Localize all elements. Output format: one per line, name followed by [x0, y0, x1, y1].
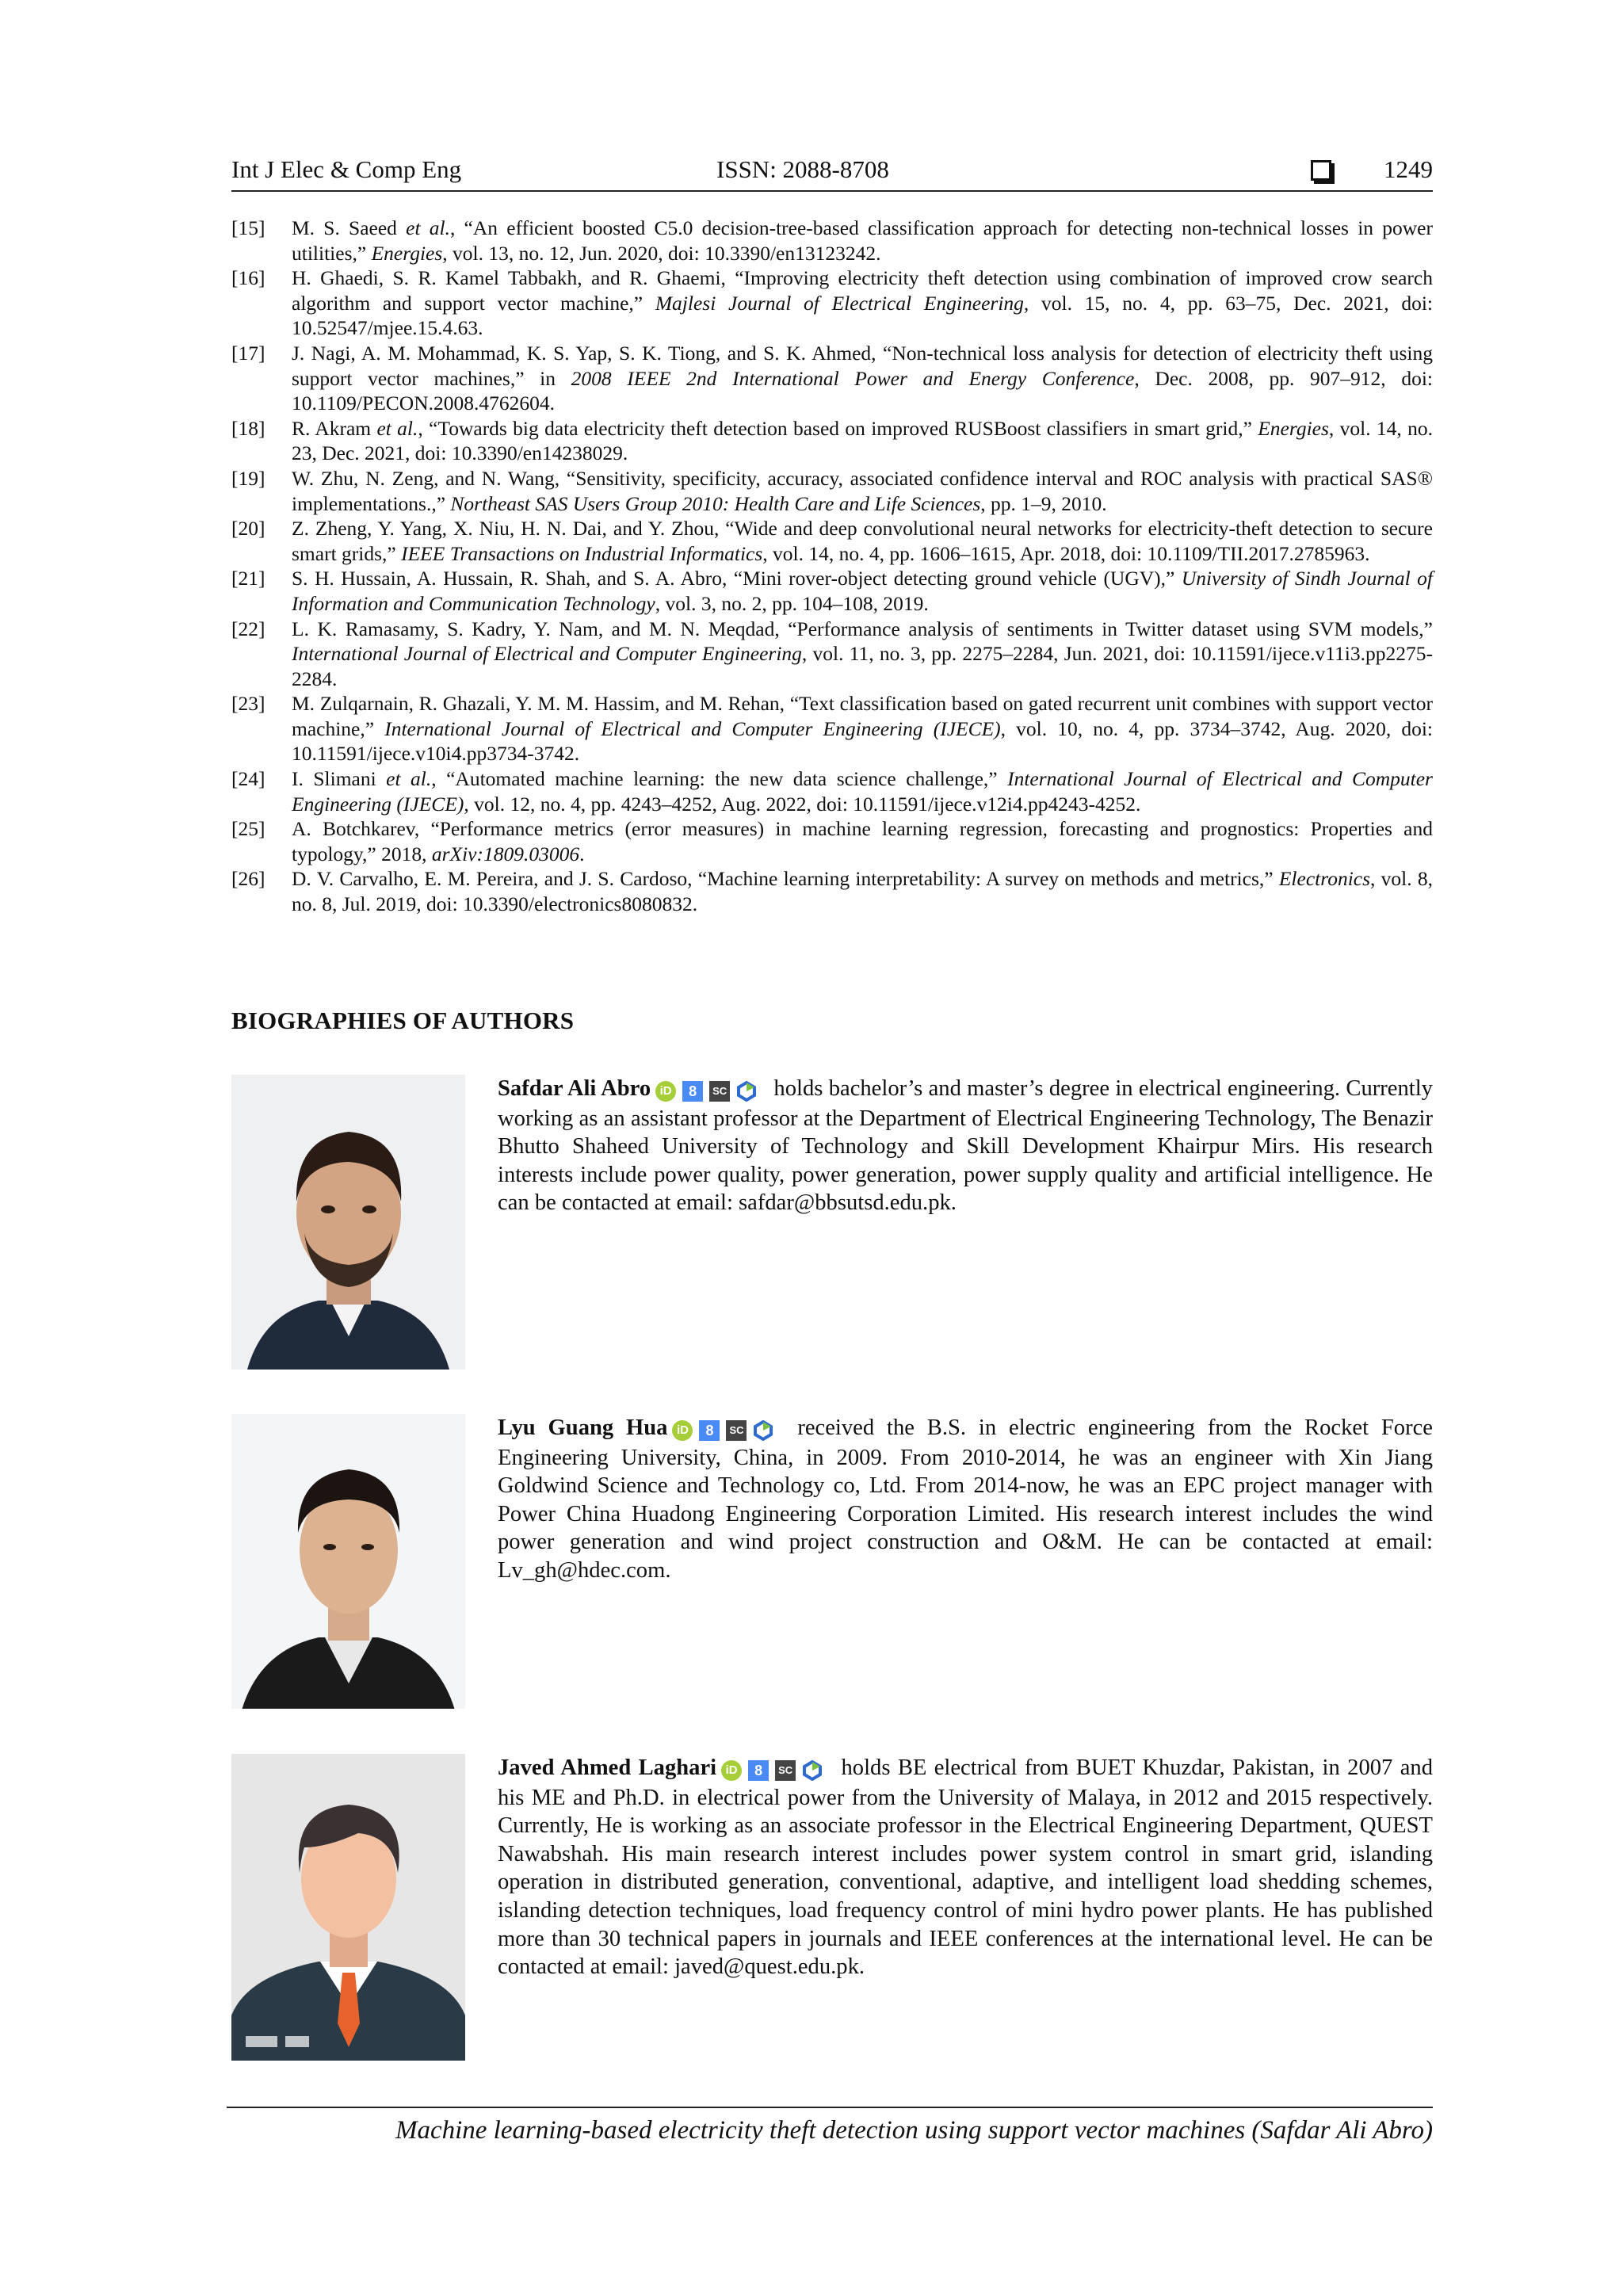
- google-scholar-icon[interactable]: 8: [699, 1420, 720, 1441]
- author-bio-text-3: [498, 1754, 1433, 1981]
- author-name-1: Safdar Ali Abro: [498, 1076, 651, 1101]
- reference-item: [231, 516, 1433, 566]
- reference-text: , pp. 1–9, 2010.: [980, 491, 1107, 515]
- author-photo-2: [231, 1414, 465, 1709]
- page-number: 1249: [1384, 155, 1433, 183]
- reference-text: , vol. 8, no. 8, Jul. 2019, doi: 10.3390/electronics8080832.: [292, 867, 1433, 916]
- author-name-2: Lyu Guang Hua: [498, 1415, 668, 1440]
- reference-number: [21]: [231, 567, 265, 590]
- reference-text: , vol. 3, no. 2, pp. 104–108, 2019.: [655, 591, 929, 615]
- running-header: [231, 155, 1433, 192]
- running-footer: Machine learning-based electricity theft detection using support vector machines (Safdar Ali Abro): [227, 2107, 1433, 2145]
- reference-number: [18]: [231, 416, 265, 440]
- reference-number: [26]: [231, 867, 265, 891]
- reference-italic-text: Electronics: [1278, 867, 1371, 891]
- author-bio-body-2: received the B.S. in electric engineering from the Rocket Force Engineering University, China, in 2009. From 2010-2014, he was an engineer with Xin Jiang Goldwind Science and Technology co, Ltd. From 2014-now, he was an EPC project manager with Power China Huadong Engineering Corporation Limited. His research interest includes the wind power generation and wind project construction and O&M. He can be contacted at email: Lv_gh@hdec.com.: [498, 1415, 1433, 1583]
- reference-text: , “An efficient boosted C5.0 decision-tree-based classification approach for detecting non-technical losses in power utilities,”: [292, 216, 1433, 265]
- square-bullet-icon: [1311, 160, 1331, 181]
- reference-italic-text: IEEE Transactions on Industrial Informatics: [401, 541, 763, 565]
- reference-list: [231, 216, 1433, 917]
- reference-text: , “Towards big data electricity theft detection based on improved RUSBoost classifiers in smart grid,”: [418, 416, 1258, 440]
- reference-text: M. Zulqarnain, R. Ghazali, Y. M. M. Hassim, and M. Rehan, “Text classification based on gated recurrent unit combines with support vector machine,”: [292, 692, 1433, 740]
- reference-item: [231, 816, 1433, 866]
- reference-number: [19]: [231, 466, 265, 490]
- reference-text: .: [579, 842, 585, 865]
- reference-text: H. Ghaedi, S. R. Kamel Tabbakh, and R. Ghaemi, “Improving electricity theft detection using combination of improved crow search algorithm and support vector machine,”: [292, 266, 1433, 315]
- reference-italic-text: Energies: [1258, 416, 1329, 440]
- reference-text: , Dec. 2008, pp. 907–912, doi: 10.1109/PECON.2008.4762604.: [292, 366, 1433, 415]
- reference-italic-text: University of Sindh Journal of Information and Communication Technology: [292, 567, 1433, 615]
- reference-item: [231, 416, 1433, 466]
- author-bio-text-1: [498, 1075, 1433, 1217]
- author-bio-body-1: holds bachelor’s and master’s degree in electrical engineering. Currently working as an assistant professor at the Department of Electrical Engineering Technology, The Benazir Bhutto Shaheed University of Technology and Skill Development Khairpur Mirs. His research interests include power quality, power generation, power supply quality and artificial intelligence. He can be contacted at email: safdar@bbsutsd.edu.pk.: [498, 1076, 1433, 1216]
- reference-italic-text: Energies: [371, 241, 443, 265]
- reference-text: , vol. 11, no. 3, pp. 2275–2284, Jun. 2021, doi: 10.11591/ijece.v11i3.pp2275-2284.: [292, 642, 1434, 690]
- biographies-heading: BIOGRAPHIES OF AUTHORS: [231, 1007, 575, 1034]
- reference-text: , vol. 10, no. 4, pp. 3734–3742, Aug. 2020, doi: 10.11591/ijece.v10i4.pp3734-3742.: [292, 716, 1433, 766]
- reference-text: , vol. 14, no. 23, Dec. 2021, doi: 10.3390/en14238029.: [292, 416, 1433, 465]
- author-photo-1: [231, 1075, 465, 1370]
- google-scholar-icon[interactable]: 8: [682, 1081, 703, 1102]
- reference-item: [231, 691, 1433, 766]
- profile-icons: [655, 1076, 763, 1105]
- publons-icon[interactable]: [736, 1081, 757, 1102]
- reference-text: , vol. 15, no. 4, pp. 63–75, Dec. 2021, doi: 10.52547/mjee.15.4.63.: [292, 291, 1434, 340]
- reference-item: [231, 766, 1433, 816]
- reference-italic-text: International Journal of Electrical and Computer Engineering (IJECE): [384, 716, 1001, 740]
- scopus-icon[interactable]: SC: [726, 1420, 747, 1441]
- reference-text: , vol. 12, no. 4, pp. 4243–4252, Aug. 2022, doi: 10.11591/ijece.v12i4.pp4243-4252.: [464, 792, 1141, 816]
- reference-text: R. Akram: [292, 416, 377, 440]
- scopus-icon[interactable]: SC: [709, 1081, 730, 1102]
- reference-text: Z. Zheng, Y. Yang, X. Niu, H. N. Dai, and Y. Zhou, “Wide and deep convolutional neural networks for electricity-theft detection to secure smart grids,”: [292, 517, 1433, 565]
- reference-item: [231, 466, 1433, 516]
- reference-item: [231, 216, 1433, 266]
- publons-icon[interactable]: [753, 1420, 773, 1441]
- reference-text: , vol. 13, no. 12, Jun. 2020, doi: 10.3390/en13123242.: [442, 241, 881, 265]
- reference-italic-text: et al.: [386, 767, 432, 791]
- reference-text: , “Automated machine learning: the new data science challenge,”: [431, 767, 1008, 791]
- journal-name: Int J Elec & Comp Eng: [231, 155, 462, 183]
- author-name-3: Javed Ahmed Laghari: [498, 1755, 717, 1780]
- reference-italic-text: International Journal of Electrical and Computer Engineering (IJECE): [292, 767, 1433, 816]
- reference-italic-text: arXiv:1809.03006: [431, 842, 580, 865]
- author-photo-3-placeholder-avatar: [231, 1754, 465, 2061]
- reference-number: [23]: [231, 692, 265, 716]
- issn: ISSN: 2088-8708: [716, 155, 889, 183]
- publons-icon[interactable]: [802, 1760, 823, 1781]
- reference-number: [22]: [231, 617, 265, 640]
- reference-italic-text: 2008 IEEE 2nd International Power and Energy Conference: [571, 366, 1135, 390]
- author-bio-text-2: [498, 1414, 1433, 1585]
- reference-text: A. Botchkarev, “Performance metrics (error measures) in machine learning regression, forecasting and prognostics: Properties and typology,” 2018,: [292, 817, 1433, 865]
- reference-italic-text: Majlesi Journal of Electrical Engineering: [655, 291, 1024, 315]
- reference-italic-text: et al.: [376, 416, 418, 440]
- reference-item: [231, 566, 1433, 616]
- reference-text: J. Nagi, A. M. Mohammad, K. S. Yap, S. K. Tiong, and S. K. Ahmed, “Non-technical loss analysis for detection of electricity theft using support vector machines,” in: [292, 341, 1433, 390]
- reference-number: [15]: [231, 216, 265, 239]
- reference-text: W. Zhu, N. Zeng, and N. Wang, “Sensitivity, specificity, accuracy, associated confidence interval and ROC analysis with practical SAS® implementations.,”: [292, 466, 1433, 515]
- orcid-icon[interactable]: iD: [721, 1760, 742, 1781]
- reference-text: L. K. Ramasamy, S. Kadry, Y. Nam, and M. N. Meqdad, “Performance analysis of sentiments in Twitter dataset using SVM models,”: [292, 617, 1433, 640]
- reference-text: S. H. Hussain, A. Hussain, R. Shah, and S. A. Abro, “Mini rover-object detecting ground vehicle (UGV),”: [292, 567, 1182, 590]
- reference-number: [16]: [231, 266, 265, 290]
- reference-item: [231, 266, 1433, 341]
- scopus-icon[interactable]: SC: [775, 1760, 796, 1781]
- google-scholar-icon[interactable]: 8: [748, 1760, 769, 1781]
- reference-italic-text: Northeast SAS Users Group 2010: Health Care and Life Sciences: [450, 491, 981, 515]
- profile-icons: [672, 1415, 780, 1444]
- reference-item: [231, 617, 1433, 692]
- reference-number: [20]: [231, 517, 265, 541]
- orcid-icon[interactable]: iD: [672, 1420, 693, 1441]
- reference-italic-text: International Journal of Electrical and Computer Engineering: [292, 642, 802, 666]
- profile-icons: [721, 1755, 829, 1784]
- author-bio-body-3: holds BE electrical from BUET Khuzdar, Pakistan, in 2007 and his ME and Ph.D. in electrical power from the University of Malaya, in 2012 and 2015 respectively. Currently, He is working as an associate professor in the Electrical Engineering Department, QUEST Nawabshah. His main research interest includes power system control in smart grid, islanding operation in distributed generation, conventional, adaptive, and intelligent load shedding schemes, islanding detection techniques, load frequency control of mini hydro power plants. He has published more than 30 technical papers in journals and IEEE conferences at the international level. He can be contacted at email: javed@quest.edu.pk.: [498, 1755, 1434, 1980]
- reference-number: [24]: [231, 767, 265, 791]
- reference-text: , vol. 14, no. 4, pp. 1606–1615, Apr. 2018, doi: 10.1109/TII.2017.2785963.: [762, 541, 1370, 565]
- reference-number: [17]: [231, 341, 265, 365]
- reference-item: [231, 866, 1433, 916]
- orcid-icon[interactable]: iD: [655, 1081, 676, 1102]
- reference-text: M. S. Saeed: [292, 216, 407, 239]
- reference-text: I. Slimani: [292, 767, 387, 791]
- reference-item: [231, 341, 1433, 416]
- reference-text: D. V. Carvalho, E. M. Pereira, and J. S. Cardoso, “Machine learning interpretability: A survey on methods and metrics,”: [292, 867, 1279, 891]
- reference-italic-text: et al.: [406, 216, 450, 239]
- reference-number: [25]: [231, 817, 265, 841]
